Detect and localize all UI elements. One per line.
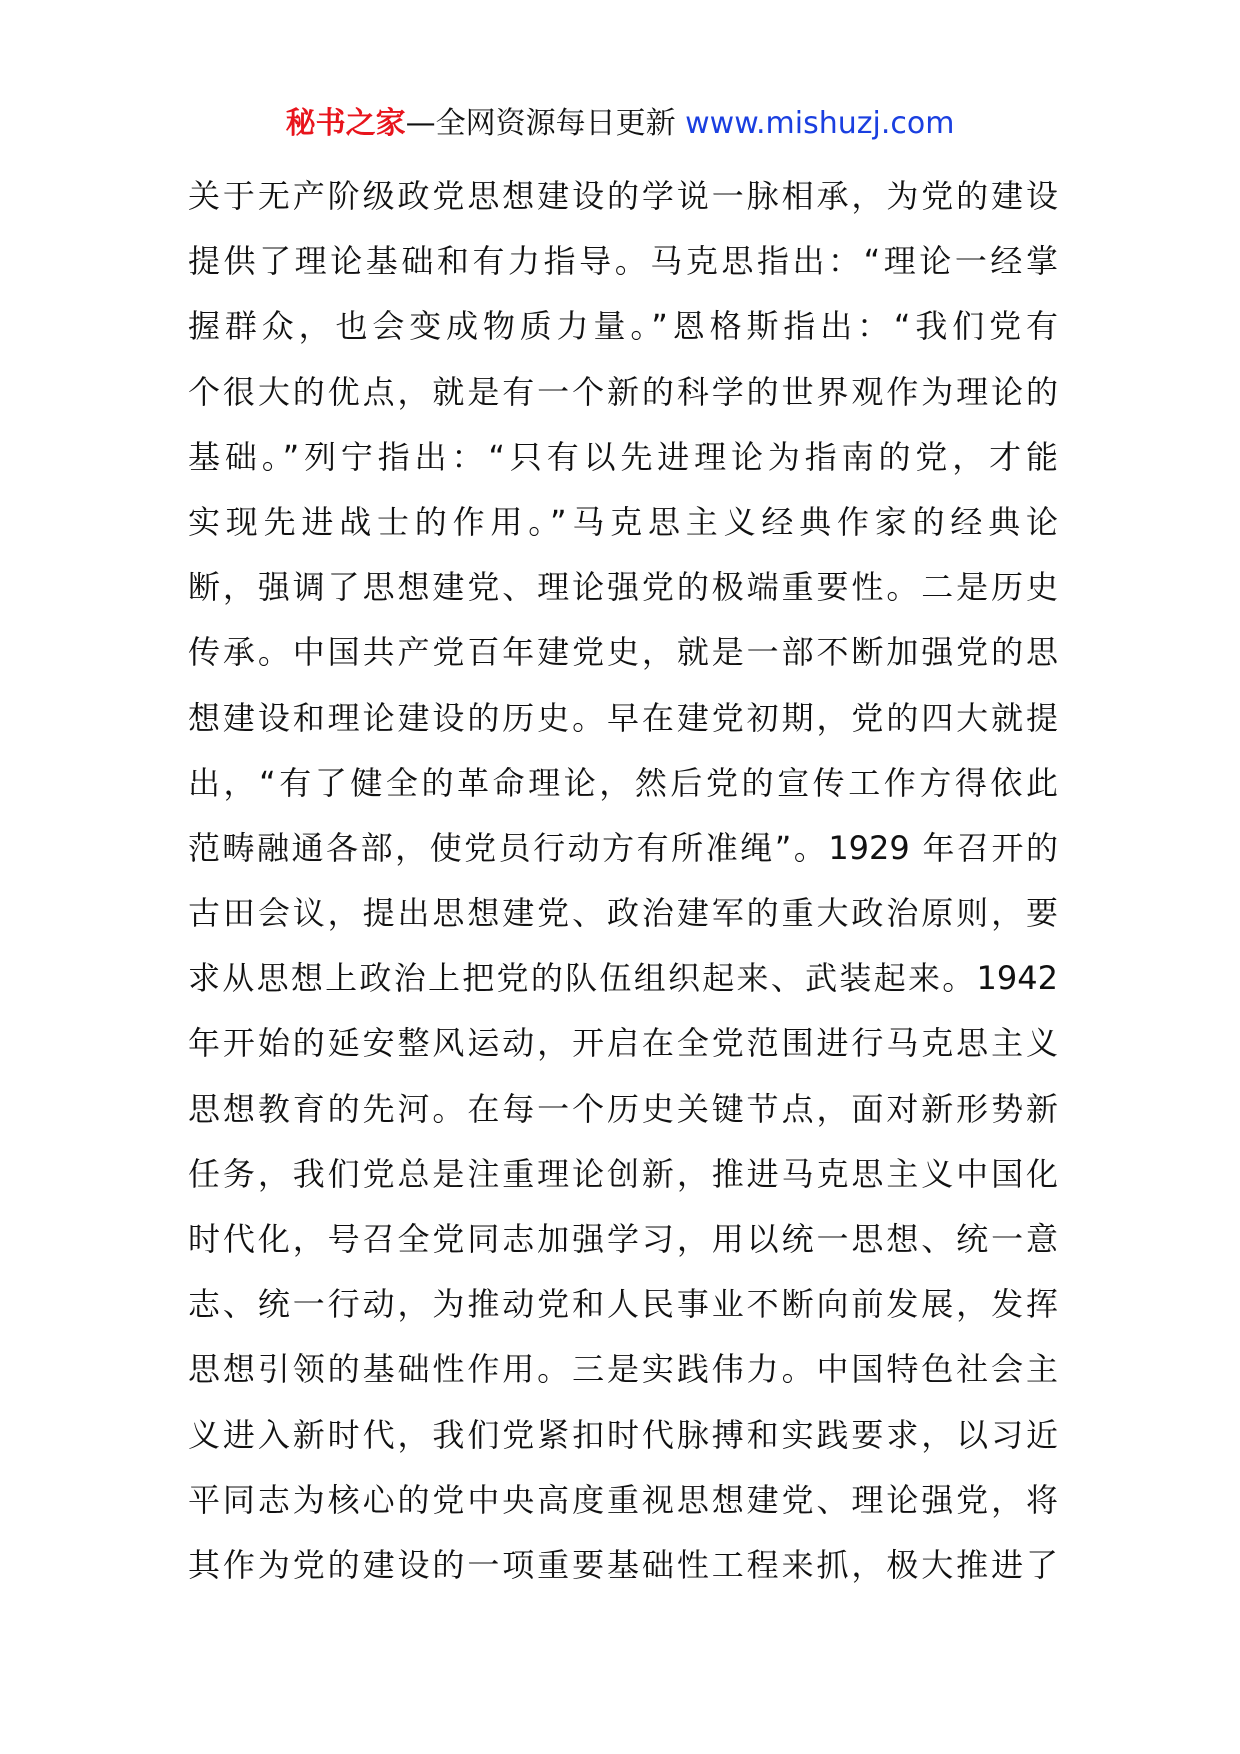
- page-header: [0, 102, 1240, 146]
- body-line: 基础。”列宁指出：“只有以先进理论为指南的党，才能: [188, 437, 1058, 476]
- body-line: 范畴融通各部，使党员行动方有所准绳”。1929 年召开的: [188, 828, 1058, 867]
- body-line: 时代化，号召全党同志加强学习，用以统一思想、统一意: [188, 1220, 1058, 1258]
- body-line: 义进入新时代，我们党紧扣时代脉搏和实践要求，以习近: [188, 1415, 1058, 1454]
- body-line: 实现先进战士的作用。”马克思主义经典作家的经典论: [188, 502, 1058, 541]
- body-line: 任务，我们党总是注重理论创新，推进马克思主义中国化: [188, 1154, 1058, 1193]
- body-line: 思想教育的先河。在每一个历史关键节点，面对新形势新: [188, 1089, 1058, 1128]
- body-line: 想建设和理论建设的历史。早在建党初期，党的四大就提: [188, 698, 1058, 737]
- site-tagline: —全网资源每日更新: [405, 106, 686, 141]
- body-line: 平同志为核心的党中央高度重视思想建党、理论强党，将: [188, 1480, 1058, 1519]
- body-line: 思想引领的基础性作用。三是实践伟力。中国特色社会主: [188, 1350, 1058, 1389]
- body-line: 出，“有了健全的革命理论，然后党的宣传工作方得依此: [188, 763, 1058, 802]
- document-body: [188, 164, 1058, 1598]
- body-line: 求从思想上政治上把党的队伍组织起来、武装起来。1942: [188, 959, 1058, 998]
- site-brand: 秘书之家: [285, 106, 406, 141]
- body-line: 提供了理论基础和有力指导。马克思指出：“理论一经掌: [188, 242, 1058, 281]
- site-url-link[interactable]: www.mishuzj.com: [685, 106, 955, 141]
- body-line: 关于无产阶级政党思想建设的学说一脉相承，为党的建设: [188, 177, 1058, 215]
- body-line: 传承。中国共产党百年建党史，就是一部不断加强党的思: [188, 633, 1058, 672]
- body-line: 古田会议，提出思想建党、政治建军的重大政治原则，要: [188, 894, 1058, 933]
- body-line: 握群众，也会变成物质力量。”恩格斯指出：“我们党有: [188, 307, 1058, 346]
- body-line: 个很大的优点，就是有一个新的科学的世界观作为理论的: [188, 372, 1058, 411]
- body-line: 年开始的延安整风运动，开启在全党范围进行马克思主义: [188, 1024, 1058, 1063]
- body-line: 其作为党的建设的一项重要基础性工程来抓，极大推进了: [188, 1545, 1058, 1584]
- body-line: 断，强调了思想建党、理论强党的极端重要性。二是历史: [188, 568, 1058, 607]
- body-line: 志、统一行动，为推动党和人民事业不断向前发展，发挥: [188, 1285, 1058, 1324]
